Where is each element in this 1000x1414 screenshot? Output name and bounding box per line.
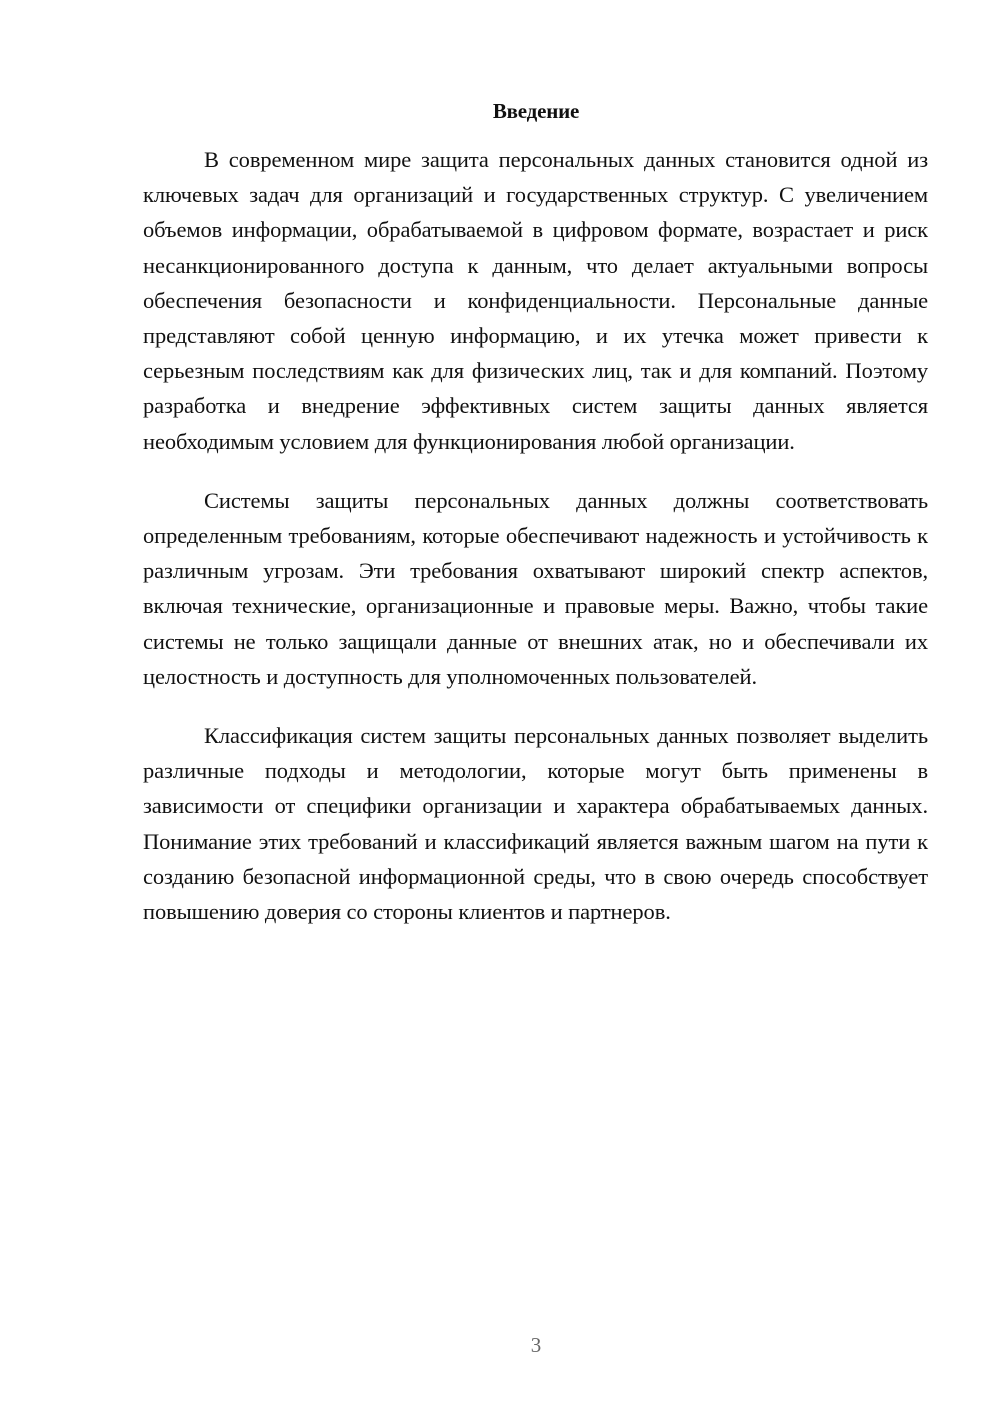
page-number: 3: [530, 1333, 542, 1357]
body-text: [143, 142, 928, 953]
paragraph-3: Классификация систем защиты персональных данных позволяет выделить различные подходы и методологии, которые могут быть применены в зависимости от специфики организации и характера обрабатываемых данных. Понимание этих требований и классификаций является важным шагом на пути к созданию безопасной информационной среды, что в свою очередь способствует повышению доверия со стороны клиентов и партнеров.: [143, 723, 928, 925]
paragraph-2: Системы защиты персональных данных должны соответствовать определенным требованиям, которые обеспечивают надежность и устойчивость к различным угрозам. Эти требования охватывают широкий спектр аспектов, включая технические, организационные и правовые меры. Важно, чтобы такие системы не только защищали данные от внешних атак, но и обеспечивали их целостность и доступность для уполномоченных пользователей.: [143, 487, 928, 689]
paragraph-1: В современном мире защита персональных данных становится одной из ключевых задач для организаций и государственных структур. С увеличением объемов информации, обрабатываемой в цифровом формате, возрастает и риск несанкционированного доступа к данным, что делает актуальными вопросы обеспечения безопасности и конфиденциальности. Персональные данные представляют собой ценную информацию, и их утечка может привести к серьезным последствиям как для физических лиц, так и для компаний. Поэтому разработка и внедрение эффективных систем защиты данных является необходимым условием для функционирования любой организации.: [143, 147, 928, 454]
section-heading: Введение: [492, 99, 580, 123]
